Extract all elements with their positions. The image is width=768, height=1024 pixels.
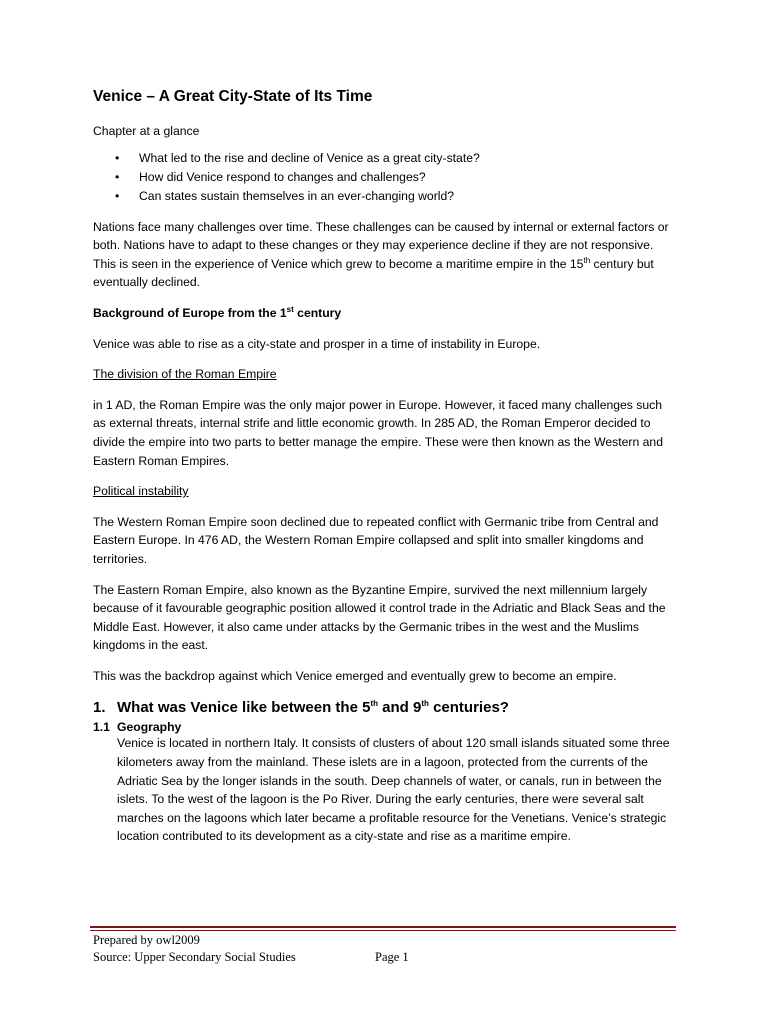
footer-source: Source: Upper Secondary Social Studies xyxy=(93,950,296,964)
question-item: • Can states sustain themselves in an ever-changing world? xyxy=(93,187,678,206)
division-paragraph: in 1 AD, the Roman Empire was the only major power in Europe. However, it faced many challenges such as external threats, internal strife and little economic growth. In 285 AD, the Roman Emperor decided to divide the empire into two parts to better manage the empire. These were then known as the Western and Eastern Roman Empires. xyxy=(93,397,663,468)
backdrop-paragraph: This was the backdrop against which Venice emerged and eventually grew to become an empire. xyxy=(93,668,617,683)
intro-paragraph: Nations face many challenges over time. These challenges can be caused by internal or external factors or both. Nations have to adapt to these changes or they may experience decline if they are not responsive. This is seen in the experience of Venice which grew to become a maritime empire in the 15th century but eventually declined. xyxy=(93,219,669,290)
document-body xyxy=(93,88,678,858)
political-heading: Political instability xyxy=(93,484,189,499)
footer-rule-thin xyxy=(90,930,676,931)
question-item: • What led to the rise and decline of Venice as a great city-state? xyxy=(93,149,678,168)
footer-prepared-by: Prepared by owl2009 xyxy=(93,933,200,947)
division-heading: The division of the Roman Empire xyxy=(93,367,277,382)
page-footer xyxy=(93,932,409,966)
political-paragraph-2: The Eastern Roman Empire, also known as the Byzantine Empire, survived the next millennium largely because of it favourable geographic position allowed it control trade in the Adriatic and Black Seas and the Middle East. However, it also came under attacks by the Germanic tribes in the west and the Muslims kingdoms in the east. xyxy=(93,582,666,653)
section-1-1-heading: 1.1 Geography xyxy=(93,720,182,735)
page-number: Page 1 xyxy=(375,950,409,964)
geography-paragraph: Venice is located in northern Italy. It consists of clusters of about 120 small islands situated some three kilometers away from the mainland. These islets are in a lagoon, protected from the currents of the Adriatic Sea by the longer islands in the south. Deep channels of water, or canals, run in between the islets. To the west of the lagoon is the Po River. During the early centuries, there were several salt marches on the lagoons which later became a profitable resource for the Venetians. Venice’s strategic location contributed to its development as a city-state and rise as a maritime empire. xyxy=(117,736,670,844)
background-heading: Background of Europe from the 1st century xyxy=(93,304,342,320)
background-paragraph: Venice was able to rise as a city-state and prosper in a time of instability in Europe. xyxy=(93,336,541,351)
document-title: Venice – A Great City-State of Its Time xyxy=(93,88,373,105)
footer-rule xyxy=(90,926,676,928)
political-paragraph-1: The Western Roman Empire soon declined due to repeated conflict with Germanic tribe from Central and Eastern Europe. In 476 AD, the Western Roman Empire collapsed and split into smaller kingdoms and territories. xyxy=(93,514,659,566)
chapter-glance-label: Chapter at a glance xyxy=(93,124,200,138)
question-item: • How did Venice respond to changes and challenges? xyxy=(93,168,678,187)
section-1-heading: 1. What was Venice like between the 5th and 9th centuries? xyxy=(93,699,509,717)
question-list xyxy=(93,149,678,206)
